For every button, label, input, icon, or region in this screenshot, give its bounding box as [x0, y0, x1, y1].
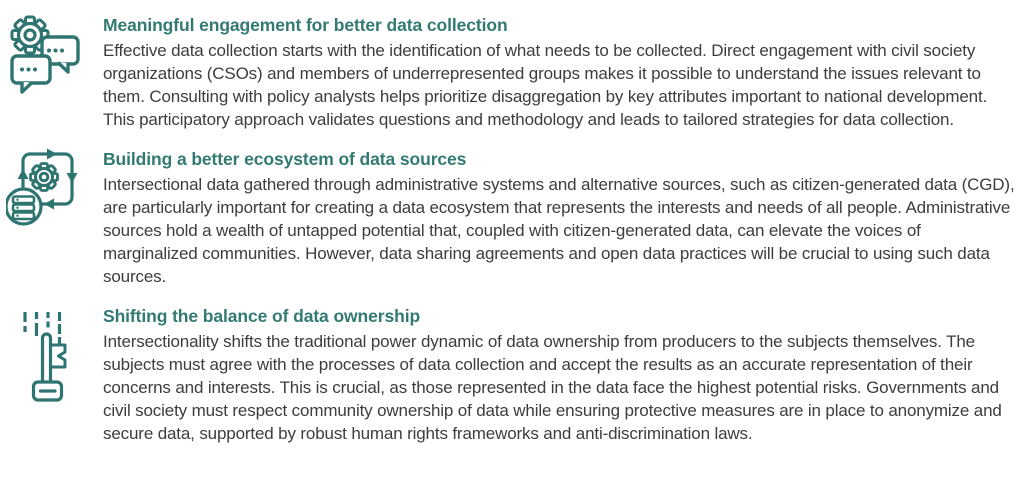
section-heading: Building a better ecosystem of data sources: [103, 149, 467, 169]
section-ownership-icon-area: [10, 305, 103, 445]
gears-conversation-icon: [8, 13, 86, 95]
section-ecosystem: [10, 148, 1024, 288]
section-engagement: [10, 14, 1024, 131]
section-heading: Shifting the balance of data ownership: [103, 306, 421, 326]
section-engagement-icon-area: [10, 14, 103, 131]
section-ownership: [10, 305, 1024, 445]
key-data-ownership-icon: [15, 305, 75, 405]
section-ecosystem-text: [103, 148, 1015, 288]
section-ecosystem-icon-area: [10, 148, 103, 288]
section-engagement-text: [103, 14, 1015, 131]
data-ecosystem-cycle-icon: [6, 143, 86, 233]
section-heading: Meaningful engagement for better data collection: [103, 15, 508, 35]
section-ownership-text: [103, 305, 1015, 445]
section-body: Intersectional data gathered through administrative systems and alternative sources, such as citizen-generated data (CGD), are particularly important for creating a data ecosystem that represents the interests and needs of all people. Administrative sources hold a wealth of untapped potential that, coupled with citizen-generated data, can elevate the voices of marginalized communities. However, data sharing agreements and open data practices will be crucial to using such data sources.: [103, 175, 1015, 286]
section-body: Intersectionality shifts the traditional power dynamic of data ownership from producers to the subjects themselves. The subjects must agree with the processes of data collection and accept the results as an accurate representation of their concerns and interests. This is crucial, as those represented in the data face the highest potential risks. Governments and civil society must respect community ownership of data while ensuring protective measures are in place to anonymize and secure data, supported by robust human rights frameworks and anti-discrimination laws.: [103, 332, 1002, 443]
section-body: Effective data collection starts with the identification of what needs to be collected. Direct engagement with civil society organizations (CSOs) and members of underrepresented groups makes it possible to understand the issues relevant to them. Consulting with policy analysts helps prioritize disaggregation by key attributes important to national development. This participatory approach validates questions and methodology and leads to tailored strategies for data collection.: [103, 41, 988, 129]
